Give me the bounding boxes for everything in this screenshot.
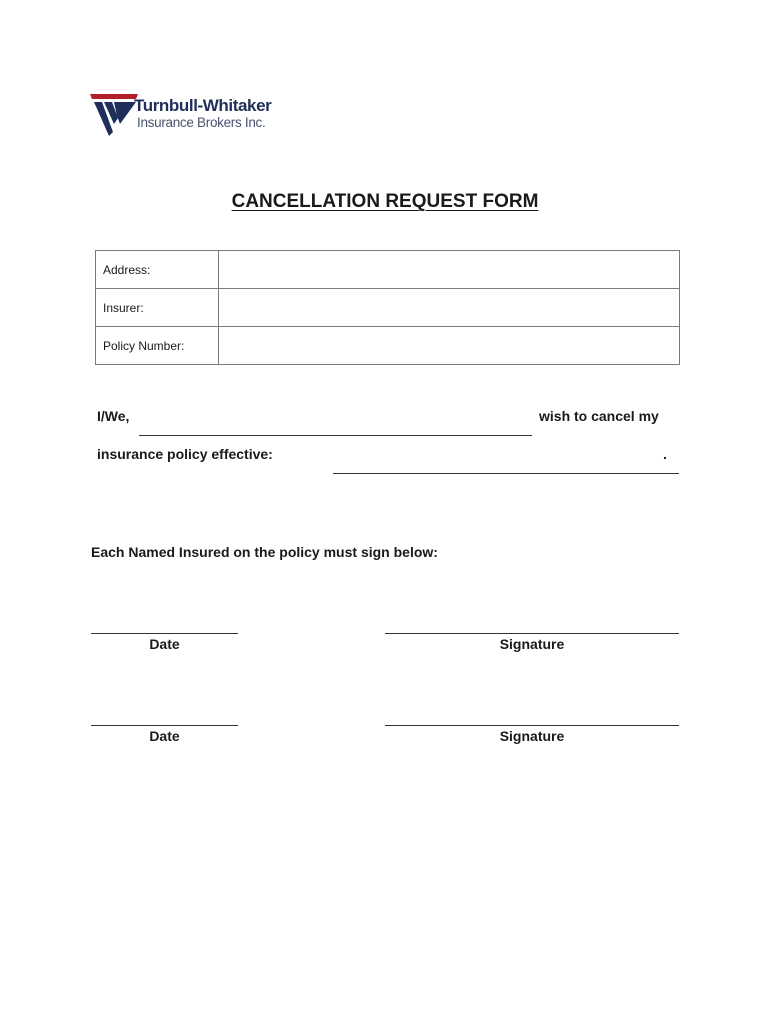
date-line[interactable] [91, 725, 238, 726]
logo-mark-icon [90, 92, 138, 138]
effective-label: insurance policy effective: [97, 446, 273, 462]
insurer-label: Insurer: [96, 289, 219, 327]
table-row [96, 289, 680, 327]
statement-period: . [663, 446, 667, 462]
policy-info-table [95, 250, 680, 365]
signature-label: Signature [499, 636, 565, 652]
form-title: CANCELLATION REQUEST FORM [231, 191, 539, 212]
date-label: Date [149, 728, 180, 744]
company-subtitle: Insurance Brokers Inc. [137, 115, 266, 130]
date-line[interactable] [91, 633, 238, 634]
insurer-field[interactable] [219, 289, 680, 327]
effective-date-line[interactable] [333, 473, 679, 474]
address-field[interactable] [219, 251, 680, 289]
company-logo [90, 92, 290, 140]
table-row [96, 327, 680, 365]
signature-label: Signature [499, 728, 565, 744]
sign-instruction: Each Named Insured on the policy must sign below: [91, 544, 438, 560]
table-row [96, 251, 680, 289]
statement-prefix: I/We, [97, 408, 130, 424]
address-label: Address: [96, 251, 219, 289]
statement-suffix: wish to cancel my [539, 408, 659, 424]
policy-number-field[interactable] [219, 327, 680, 365]
date-label: Date [149, 636, 180, 652]
insured-name-line[interactable] [139, 435, 532, 436]
policy-number-label: Policy Number: [96, 327, 219, 365]
signature-line[interactable] [385, 633, 679, 634]
company-name: Turnbull-Whitaker [134, 96, 272, 115]
signature-line[interactable] [385, 725, 679, 726]
